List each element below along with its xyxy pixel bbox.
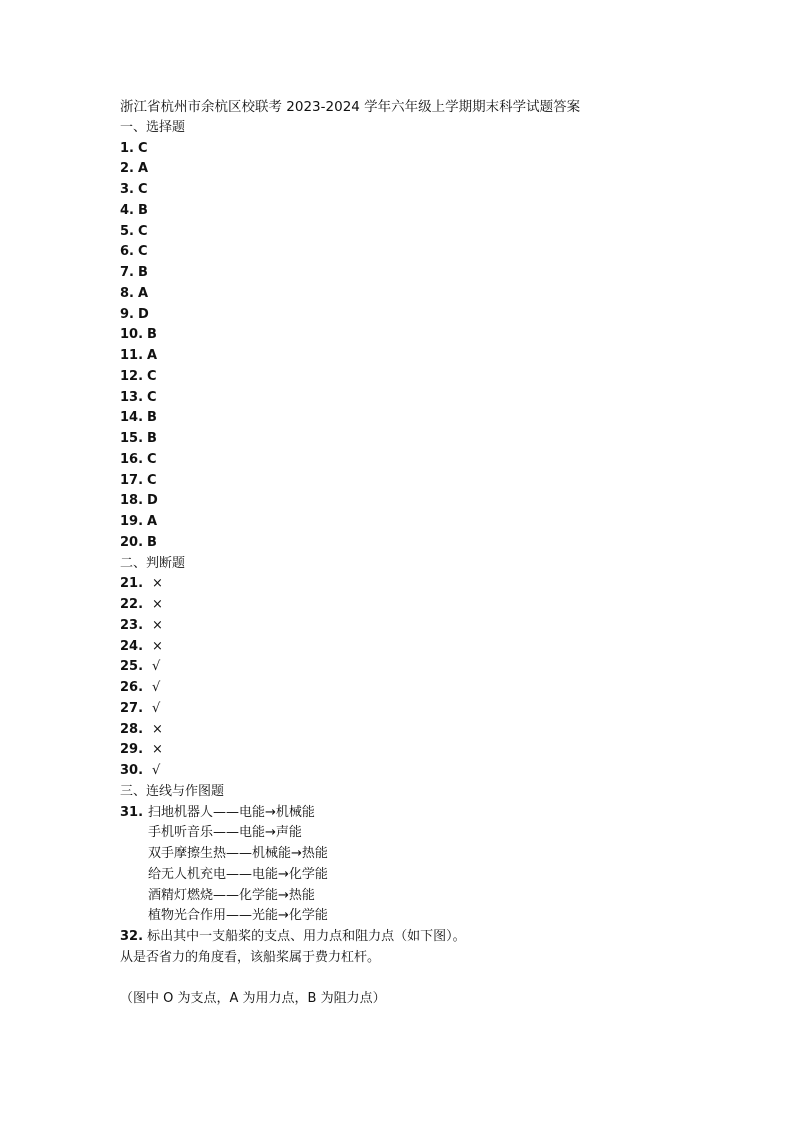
- question-number: 18.: [120, 493, 144, 509]
- question-number: 6.: [120, 244, 134, 260]
- answer-row: [120, 761, 740, 782]
- answer-value: √: [152, 763, 161, 778]
- answer-row: [120, 159, 740, 180]
- question-number: 14.: [120, 410, 144, 426]
- answer-row: [120, 720, 740, 741]
- answer-value: ×: [152, 721, 163, 737]
- energy-conversion-text: 酒精灯燃烧——化学能→热能: [148, 887, 315, 903]
- answer-row: [120, 699, 740, 720]
- answer-row: [120, 284, 740, 305]
- answer-value: C: [147, 472, 157, 488]
- answer-row: [120, 242, 740, 263]
- question-number: 8.: [120, 285, 134, 301]
- q32-conclusion: 从是否省力的角度看，该船桨属于费力杠杆。: [120, 949, 381, 965]
- question-number: 31.: [120, 804, 144, 820]
- energy-conversion-line: [120, 823, 740, 844]
- energy-conversion-line: [120, 844, 740, 865]
- answer-row: [120, 616, 740, 637]
- question-number: 27.: [120, 700, 144, 716]
- answer-value: C: [137, 244, 148, 260]
- answer-value: B: [147, 431, 157, 446]
- answer-value: A: [137, 161, 149, 177]
- question-number: 32.: [120, 929, 144, 944]
- q32-answer: [120, 927, 740, 948]
- answer-row: [120, 180, 740, 201]
- question-number: 21.: [120, 576, 144, 592]
- document-title: 浙江省杭州市余杭区校联考 2023-2024 学年六年级上学期期末科学试题答案: [120, 99, 581, 115]
- answer-value: ×: [152, 638, 163, 654]
- judge-answer-list: [120, 574, 740, 782]
- choice-answer-list: [120, 139, 740, 554]
- answer-value: B: [137, 265, 148, 280]
- answer-value: ×: [152, 617, 163, 633]
- question-number: 15.: [120, 431, 144, 446]
- answer-row: [120, 346, 740, 367]
- answer-row: [120, 325, 740, 346]
- energy-conversion-line: [120, 906, 740, 927]
- answer-row: [120, 222, 740, 243]
- answer-value: C: [147, 451, 157, 467]
- energy-conversion-text: 给无人机充电——电能→化学能: [148, 866, 328, 882]
- question-number: 30.: [120, 763, 144, 778]
- answer-value: √: [152, 680, 161, 695]
- answer-row: [120, 408, 740, 429]
- energy-conversion-text: 扫地机器人——电能→机械能: [148, 804, 315, 820]
- question-number: 24.: [120, 638, 144, 654]
- answer-value: C: [147, 368, 157, 384]
- answer-row: [120, 471, 740, 492]
- answer-value: C: [137, 182, 148, 197]
- answer-value: B: [147, 327, 157, 343]
- answer-document: [120, 97, 740, 1010]
- blank-line: [120, 969, 740, 990]
- section-heading-connect: 三、连线与作图题: [120, 783, 225, 799]
- answer-row: [120, 263, 740, 284]
- question-number: 12.: [120, 368, 144, 384]
- answer-value: B: [147, 410, 157, 426]
- question-number: 1.: [120, 140, 134, 156]
- question-number: 29.: [120, 742, 144, 758]
- answer-row: [120, 533, 740, 554]
- question-number: 4.: [120, 202, 134, 218]
- energy-conversion-text: 植物光合作用——光能→化学能: [148, 908, 328, 924]
- answer-value: A: [137, 285, 149, 301]
- answer-value: B: [147, 534, 157, 550]
- answer-row: [120, 388, 740, 409]
- energy-conversion-line: [120, 803, 740, 824]
- answer-value: ×: [152, 576, 163, 592]
- question-number: 28.: [120, 721, 144, 737]
- answer-row: [120, 201, 740, 222]
- answer-row: [120, 595, 740, 616]
- question-number: 20.: [120, 534, 144, 550]
- answer-value: C: [137, 223, 148, 239]
- answer-row: [120, 740, 740, 761]
- section-heading-judge: 二、判断题: [120, 555, 186, 571]
- question-number: 11.: [120, 348, 144, 363]
- q31-answer: [120, 803, 740, 928]
- answer-row: [120, 657, 740, 678]
- section-heading-choice: 一、选择题: [120, 119, 186, 135]
- answer-value: D: [147, 493, 158, 509]
- answer-row: [120, 429, 740, 450]
- energy-conversion-line: [120, 865, 740, 886]
- answer-value: ×: [152, 597, 163, 612]
- answer-value: B: [137, 202, 148, 218]
- question-number: 23.: [120, 617, 144, 633]
- answer-value: D: [137, 306, 149, 322]
- question-number: 10.: [120, 327, 144, 343]
- answer-value: C: [137, 140, 148, 156]
- answer-row: [120, 491, 740, 512]
- answer-value: A: [147, 348, 158, 363]
- answer-value: ×: [152, 742, 163, 758]
- answer-value: √: [152, 659, 161, 675]
- q32-text: 标出其中一支船桨的支点、用力点和阻力点（如下图）。: [147, 929, 466, 944]
- q32-figure-note: （图中 O 为支点，A 为用力点，B 为阻力点）: [120, 991, 386, 1007]
- answer-value: A: [147, 514, 158, 529]
- answer-row: [120, 367, 740, 388]
- answer-row: [120, 450, 740, 471]
- answer-row: [120, 512, 740, 533]
- answer-row: [120, 139, 740, 160]
- answer-row: [120, 678, 740, 699]
- question-number: 19.: [120, 514, 144, 529]
- energy-conversion-text: 手机听音乐——电能→声能: [148, 825, 302, 841]
- question-number: 9.: [120, 306, 134, 322]
- question-number: 7.: [120, 265, 134, 280]
- question-number: 13.: [120, 389, 144, 405]
- question-number: 22.: [120, 597, 144, 612]
- answer-row: [120, 305, 740, 326]
- question-number: 5.: [120, 223, 134, 239]
- energy-conversion-line: [120, 886, 740, 907]
- question-number: 26.: [120, 680, 144, 695]
- question-number: 2.: [120, 161, 134, 177]
- answer-value: √: [152, 700, 161, 716]
- question-number: 3.: [120, 182, 134, 197]
- answer-row: [120, 637, 740, 658]
- energy-conversion-text: 双手摩擦生热——机械能→热能: [148, 846, 328, 861]
- answer-value: C: [147, 389, 157, 405]
- question-number: 16.: [120, 451, 144, 467]
- question-number: 25.: [120, 659, 144, 675]
- question-number: 17.: [120, 472, 144, 488]
- answer-row: [120, 574, 740, 595]
